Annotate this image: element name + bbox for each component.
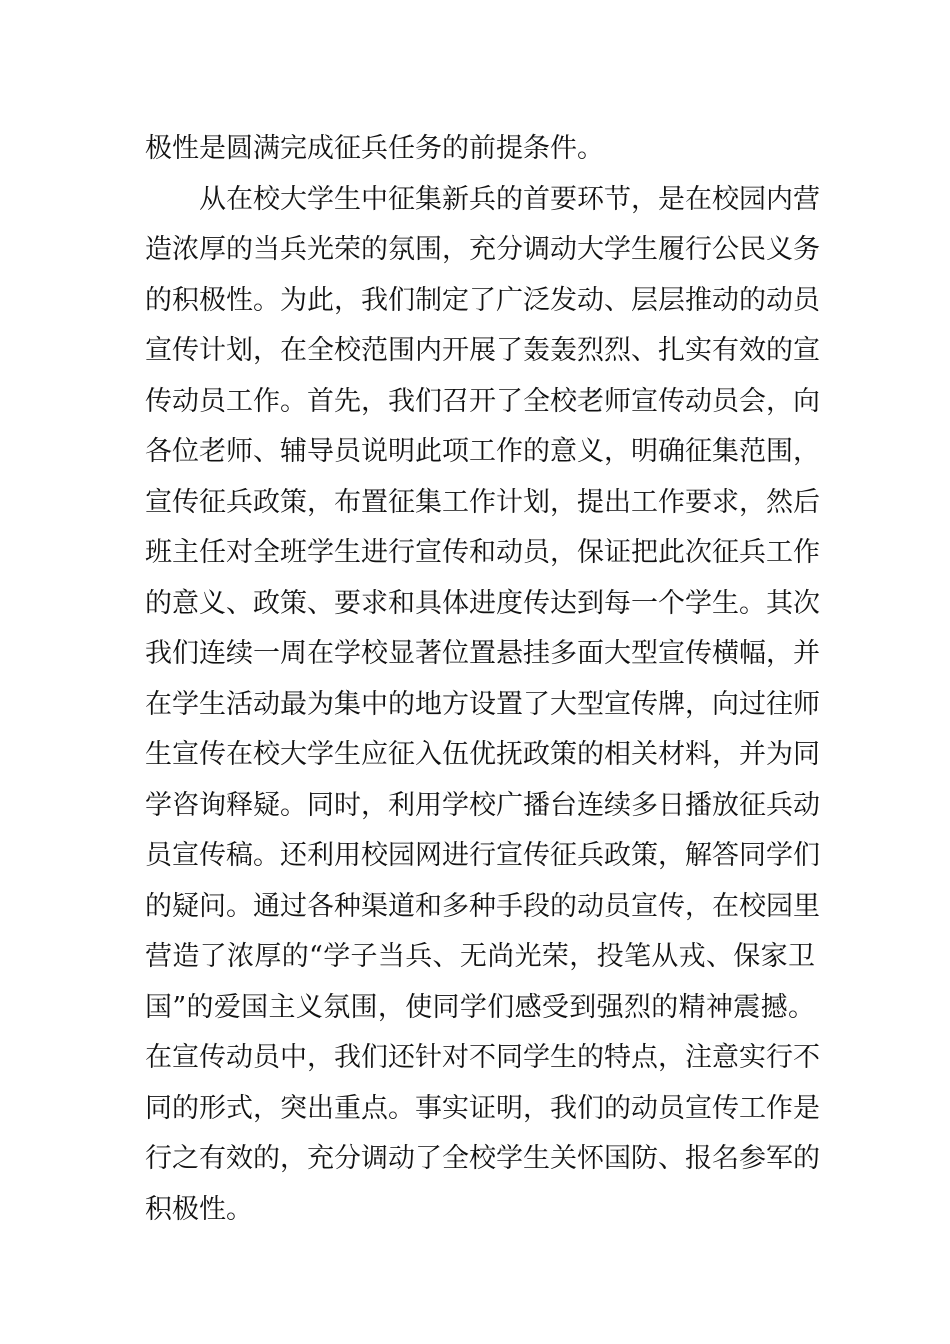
text-line: 从在校大学生中征集新兵的首要环节，是在校园内营: [199, 183, 820, 215]
text-line: 造浓厚的当兵光荣的氛围，充分调动大学生履行公民义务: [145, 234, 820, 265]
text-line: 各位老师、辅导员说明此项工作的意义，明确征集范围，: [145, 436, 820, 467]
text-line: 学咨询释疑。同时，利用学校广播台连续多日播放征兵动: [145, 789, 820, 821]
text-line: 班主任对全班学生进行宣传和动员，保证把此次征兵工作: [145, 537, 820, 568]
text-line: 国”的爱国主义氛围，使同学们感受到强烈的精神震撼。: [145, 991, 815, 1023]
body-text: [145, 124, 820, 1235]
text-line: 的疑问。通过各种渠道和多种手段的动员宣传，在校园里: [145, 890, 820, 922]
text-line: 行之有效的，充分调动了全校学生关怀国防、报名参军的: [145, 1143, 820, 1174]
text-line: 营造了浓厚的“学子当兵、无尚光荣，投笔从戎、保家卫: [145, 941, 815, 972]
text-line: 宣传征兵政策，布置征集工作计划，提出工作要求，然后: [145, 486, 820, 518]
text-line: 宣传计划，在全校范围内开展了轰轰烈烈、扎实有效的宣: [145, 335, 820, 366]
text-line: 极性是圆满完成征兵任务的前提条件。: [145, 133, 604, 164]
text-line: 的意义、政策、要求和具体进度传达到每一个学生。其次: [145, 587, 820, 619]
text-line: 生宣传在校大学生应征入伍优抚政策的相关材料，并为同: [145, 739, 820, 770]
text-line: 的积极性。为此，我们制定了广泛发动、层层推动的动员: [145, 284, 820, 316]
text-line: 员宣传稿。还利用校园网进行宣传征兵政策，解答同学们: [145, 840, 820, 871]
text-line: 积极性。: [145, 1193, 253, 1225]
text-line: 在学生活动最为集中的地方设置了大型宣传牌，向过往师: [145, 688, 820, 720]
text-line: 在宣传动员中，我们还针对不同学生的特点，注意实行不: [145, 1042, 820, 1073]
text-line: 我们连续一周在学校显著位置悬挂多面大型宣传横幅，并: [145, 638, 820, 669]
text-line: 传动员工作。首先，我们召开了全校老师宣传动员会，向: [145, 385, 820, 417]
text-line: 同的形式，突出重点。事实证明，我们的动员宣传工作是: [145, 1092, 820, 1124]
